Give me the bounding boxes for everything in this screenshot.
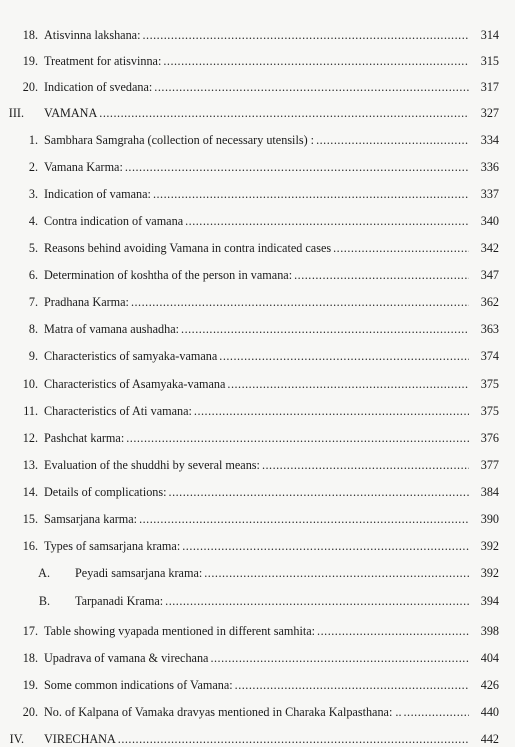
toc-entry-title: Details of complications: <box>44 485 167 499</box>
toc-entry-page-number: 337 <box>480 187 499 201</box>
toc-entry-number: 10. <box>22 377 38 391</box>
toc-entry-row[interactable] <box>0 186 515 202</box>
toc-entry-row[interactable] <box>0 240 515 256</box>
toc-entry-title: Vamana Karma: <box>44 160 123 174</box>
toc-entry-title-line <box>44 484 469 500</box>
toc-entry-page-number: 317 <box>480 80 499 94</box>
toc-entry-title-line <box>44 27 469 43</box>
toc-entry-number: 20. <box>22 80 38 94</box>
toc-entry-page-number: 377 <box>480 458 499 472</box>
toc-entry-page-number: 376 <box>480 431 499 445</box>
toc-entry-title: Characteristics of samyaka-vamana <box>44 349 218 363</box>
toc-entry-number: 14. <box>22 485 38 499</box>
dot-leader <box>139 511 469 527</box>
toc-entry-title-line <box>44 321 469 337</box>
toc-entry-title-line <box>44 105 469 121</box>
dot-leader <box>404 704 470 720</box>
toc-entry-row[interactable] <box>0 294 515 310</box>
toc-entry-number: III. <box>8 106 24 120</box>
toc-entry-row[interactable] <box>0 348 515 364</box>
toc-entry-title: Characteristics of Asamyaka-vamana <box>44 377 226 391</box>
toc-entry-page-number: 347 <box>480 268 499 282</box>
toc-entry-row[interactable] <box>0 511 515 527</box>
dot-leader <box>163 53 469 69</box>
toc-entry-row[interactable] <box>0 159 515 175</box>
toc-entry-title: Pashchat karma: <box>44 431 125 445</box>
toc-entry-title-line <box>44 132 469 148</box>
toc-entry-number: 20. <box>22 705 38 719</box>
toc-entry-title-line <box>75 593 469 609</box>
toc-entry-number: 17. <box>22 624 38 638</box>
toc-entry-number: IV. <box>9 732 24 746</box>
dot-leader <box>99 105 469 121</box>
dot-leader <box>126 430 469 446</box>
toc-entry-title: Table showing vyapada mentioned in different samhita: <box>44 624 316 638</box>
toc-entry-title: Treatment for atisvinna: <box>44 54 162 68</box>
toc-entry-page-number: 315 <box>480 54 499 68</box>
toc-entry-number: 19. <box>22 54 38 68</box>
dot-leader <box>181 321 469 337</box>
toc-entry-number: A. <box>38 566 50 580</box>
toc-entry-title-line <box>44 677 469 693</box>
toc-entry-title: VIRECHANA <box>44 732 116 746</box>
dot-leader <box>210 650 469 666</box>
toc-entry-row[interactable] <box>0 376 515 392</box>
toc-entry-page-number: 375 <box>480 377 499 391</box>
dot-leader <box>154 79 469 95</box>
dot-leader <box>294 267 469 283</box>
toc-entry-row[interactable] <box>0 267 515 283</box>
toc-entry-page-number: 334 <box>480 133 499 147</box>
toc-entry-page-number: 384 <box>480 485 499 499</box>
toc-entry-row[interactable] <box>0 623 515 639</box>
toc-entry-page-number: 362 <box>480 295 499 309</box>
toc-entry-title: Sambhara Samgraha (collection of necessary utensils) : <box>44 133 315 147</box>
toc-entry-number: 19. <box>22 678 38 692</box>
toc-entry-number: 8. <box>28 322 38 336</box>
toc-entry-title: Indication of svedana: <box>44 80 153 94</box>
toc-entry-row[interactable] <box>0 650 515 666</box>
toc-entry-title: No. of Kalpana of Vamaka dravyas mentioned in Charaka Kalpasthana: .. <box>44 705 402 719</box>
toc-entry-page-number: 374 <box>480 349 499 363</box>
toc-subentry-row[interactable] <box>0 565 515 581</box>
toc-entry-title: Samsarjana karma: <box>44 512 138 526</box>
toc-entry-title-line <box>44 650 469 666</box>
toc-entry-page-number: 404 <box>480 651 499 665</box>
toc-entry-page-number: 363 <box>480 322 499 336</box>
toc-entry-row[interactable] <box>0 79 515 95</box>
toc-entry-row[interactable] <box>0 677 515 693</box>
toc-entry-title: Types of samsarjana krama: <box>44 539 181 553</box>
toc-entry-number: 5. <box>28 241 38 255</box>
dot-leader <box>235 677 469 693</box>
dot-leader <box>227 376 469 392</box>
toc-entry-page-number: 440 <box>480 705 499 719</box>
toc-entry-number: B. <box>38 594 50 608</box>
toc-entry-page-number: 390 <box>480 512 499 526</box>
dot-leader <box>169 484 469 500</box>
toc-entry-title: Some common indications of Vamana: <box>44 678 233 692</box>
toc-entry-number: 9. <box>28 349 38 363</box>
toc-entry-page-number: 442 <box>480 732 499 746</box>
toc-entry-row[interactable] <box>0 403 515 419</box>
toc-entry-row[interactable] <box>0 213 515 229</box>
toc-entry-title-line <box>44 294 469 310</box>
toc-entry-page-number: 398 <box>480 624 499 638</box>
toc-entry-title: Peyadi samsarjana krama: <box>75 566 203 580</box>
toc-entry-row[interactable] <box>0 321 515 337</box>
toc-entry-title-line <box>44 704 469 720</box>
toc-entry-number: 1. <box>28 133 38 147</box>
toc-section-row[interactable] <box>0 105 515 121</box>
toc-entry-title-line <box>44 213 469 229</box>
toc-entry-number: 13. <box>22 458 38 472</box>
toc-entry-number: 12. <box>22 431 38 445</box>
dot-leader <box>204 565 469 581</box>
dot-leader <box>165 593 469 609</box>
toc-entry-title: Matra of vamana aushadha: <box>44 322 180 336</box>
toc-entry-title-line <box>44 376 469 392</box>
toc-entry-title-line <box>75 565 469 581</box>
toc-entry-number: 3. <box>28 187 38 201</box>
toc-entry-number: 4. <box>28 214 38 228</box>
toc-entry-title: Indication of vamana: <box>44 187 151 201</box>
toc-entry-title-line <box>44 159 469 175</box>
toc-entry-number: 11. <box>23 404 38 418</box>
dot-leader <box>316 132 469 148</box>
toc-entry-page-number: 392 <box>480 539 499 553</box>
toc-entry-title: Contra indication of vamana <box>44 214 184 228</box>
toc-entry-number: 18. <box>22 28 38 42</box>
toc-entry-title-line <box>44 430 469 446</box>
toc-subentry-row[interactable] <box>0 593 515 609</box>
toc-entry-title: Evaluation of the shuddhi by several means: <box>44 458 260 472</box>
dot-leader <box>194 403 469 419</box>
toc-entry-title-line <box>44 457 469 473</box>
toc-entry-title-line <box>44 53 469 69</box>
toc-entry-title: Characteristics of Ati vamana: <box>44 404 192 418</box>
toc-entry-page-number: 375 <box>480 404 499 418</box>
dot-leader <box>153 186 469 202</box>
dot-leader <box>262 457 469 473</box>
toc-entry-page-number: 340 <box>480 214 499 228</box>
toc-entry-title: Determination of koshtha of the person in vamana: <box>44 268 293 282</box>
toc-entry-page-number: 426 <box>480 678 499 692</box>
toc-entry-number: 15. <box>22 512 38 526</box>
dot-leader <box>219 348 469 364</box>
toc-entry-row[interactable] <box>0 704 515 720</box>
dot-leader <box>185 213 469 229</box>
dot-leader <box>125 159 469 175</box>
toc-entry-title-line <box>44 240 469 256</box>
dot-leader <box>131 294 469 310</box>
toc-entry-number: 16. <box>22 539 38 553</box>
toc-entry-row[interactable] <box>0 53 515 69</box>
toc-entry-page-number: 392 <box>480 566 499 580</box>
toc-entry-page-number: 394 <box>480 594 499 608</box>
toc-entry-page-number: 314 <box>480 28 499 42</box>
toc-entry-row[interactable] <box>0 457 515 473</box>
toc-entry-title: Tarpanadi Krama: <box>75 594 164 608</box>
dot-leader <box>333 240 469 256</box>
toc-entry-title: Atisvinna lakshana: <box>44 28 141 42</box>
toc-entry-row[interactable] <box>0 430 515 446</box>
dot-leader <box>182 538 469 554</box>
toc-entry-number: 18. <box>22 651 38 665</box>
toc-entry-title: Upadrava of vamana & virechana <box>44 651 209 665</box>
toc-entry-number: 2. <box>28 160 38 174</box>
dot-leader <box>317 623 469 639</box>
toc-entry-title-line <box>44 538 469 554</box>
dot-leader <box>142 27 469 43</box>
toc-entry-page-number: 342 <box>480 241 499 255</box>
toc-entry-row[interactable] <box>0 132 515 148</box>
toc-entry-page-number: 327 <box>480 106 499 120</box>
toc-entry-title-line <box>44 348 469 364</box>
toc-entry-title-line <box>44 623 469 639</box>
toc-entry-title-line <box>44 267 469 283</box>
toc-entry-row[interactable] <box>0 538 515 554</box>
toc-entry-row[interactable] <box>0 484 515 500</box>
toc-entry-title-line <box>44 79 469 95</box>
toc-entry-title: Reasons behind avoiding Vamana in contra indicated cases <box>44 241 332 255</box>
toc-entry-page-number: 336 <box>480 160 499 174</box>
toc-entry-number: 7. <box>28 295 38 309</box>
toc-entry-title-line <box>44 186 469 202</box>
toc-entry-title-line <box>44 403 469 419</box>
toc-entry-number: 6. <box>28 268 38 282</box>
toc-entry-title: VAMANA <box>44 106 98 120</box>
toc-entry-title-line <box>44 511 469 527</box>
toc-entry-title: Pradhana Karma: <box>44 295 129 309</box>
toc-entry-row[interactable] <box>0 27 515 43</box>
